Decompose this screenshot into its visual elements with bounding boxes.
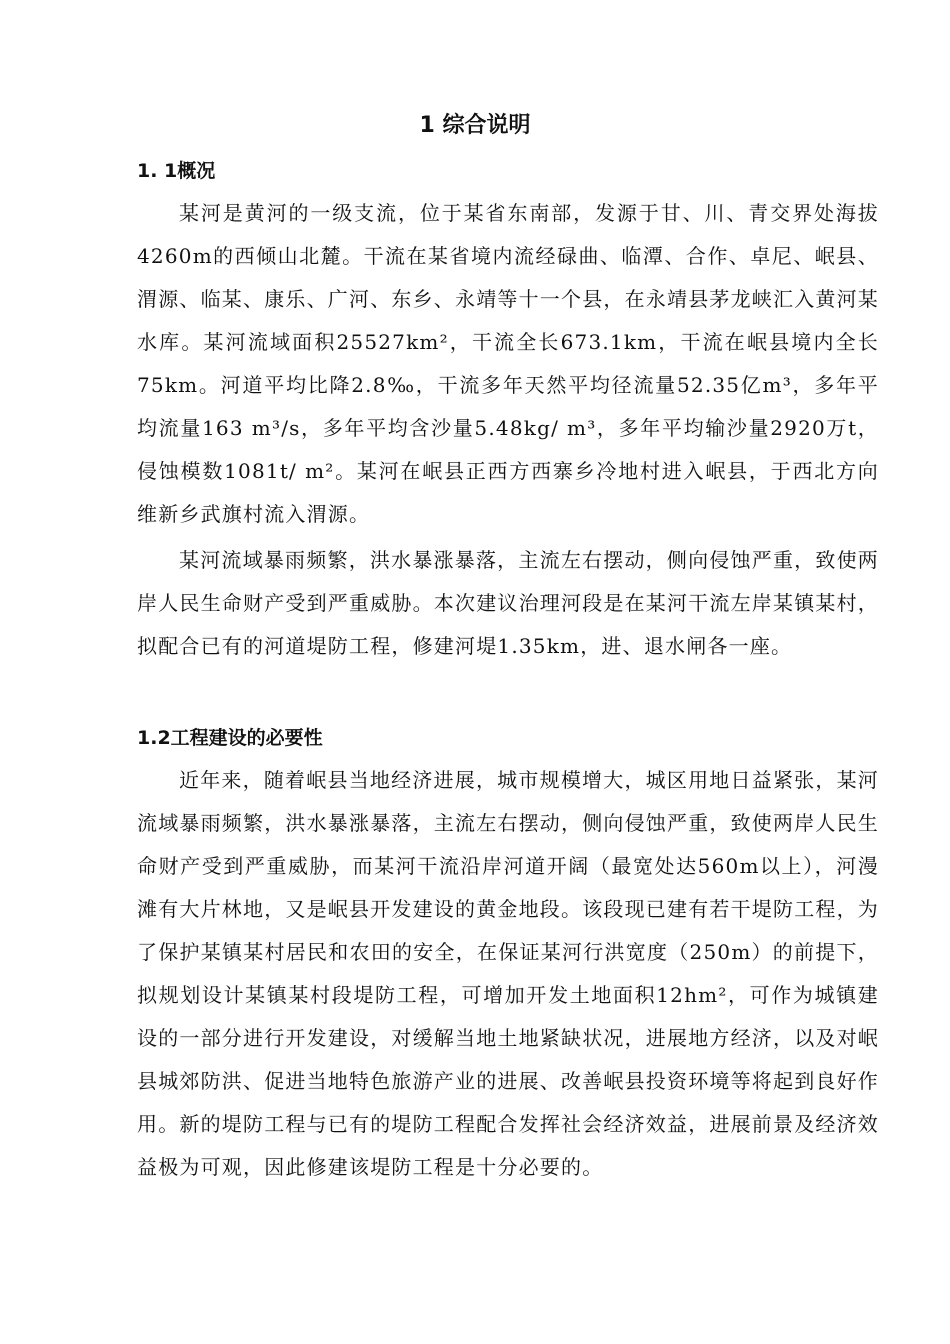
paragraph-overview-1: 某河是黄河的一级支流，位于某省东南部，发源于甘、川、青交界处海拔4260m的西倾山北麓。干流在某省境内流经碌曲、临潭、合作、卓尼、岷县、渭源、临某、康乐、广河、东乡、永靖等十一个县，在永靖县茅龙峡汇入黄河某水库。某河流域面积25527km²，干流全长673.1km，干流在岷县境内全长75km。河道平均比降2.8‰，干流多年天然平均径流量52.35亿m³，多年平均流量163 m³/s，多年平均含沙量5.48kg/ m³，多年平均输沙量2920万t，侵蚀模数1081t/ m²。某河在岷县正西方西寨乡冷地村进入岷县，于西北方向维新乡武旗村流入渭源。 — [137, 201, 879, 526]
chapter-title: 1 综合说明 — [419, 113, 531, 138]
paragraph-necessity-1: 近年来，随着岷县当地经济进展，城市规模增大，城区用地日益紧张，某河流域暴雨频繁，洪水暴涨暴落，主流左右摆动，侧向侵蚀严重，致使两岸人民生命财产受到严重威胁，而某河干流沿岸河道开阔（最宽处达560m以上），河漫滩有大片林地，又是岷县开发建设的黄金地段。该段现已建有若干堤防工程，为了保护某镇某村居民和农田的安全，在保证某河行洪宽度（250m）的前提下，拟规划设计某镇某村段堤防工程，可增加开发土地面积12hm²，可作为城镇建设的一部分进行开发建设，对缓解当地土地紧缺状况，进展地方经济，以及对岷县城郊防洪、促进当地特色旅游产业的进展、改善岷县投资环境等将起到良好作用。新的堤防工程与已有的堤防工程配合发挥社会经济效益，进展前景及经济效益极为可观，因此修建该堤防工程是十分必要的。 — [137, 768, 879, 1179]
section-heading-necessity: 1.2工程建设的必要性 — [137, 727, 323, 749]
section-heading-overview: 1. 1概况 — [137, 160, 216, 182]
paragraph-overview-2: 某河流域暴雨频繁，洪水暴涨暴落，主流左右摆动，侧向侵蚀严重，致使两岸人民生命财产受到严重威胁。本次建议治理河段是在某河干流左岸某镇某村，拟配合已有的河道堤防工程，修建河堤1.35km，进、退水闸各一座。 — [137, 548, 879, 658]
